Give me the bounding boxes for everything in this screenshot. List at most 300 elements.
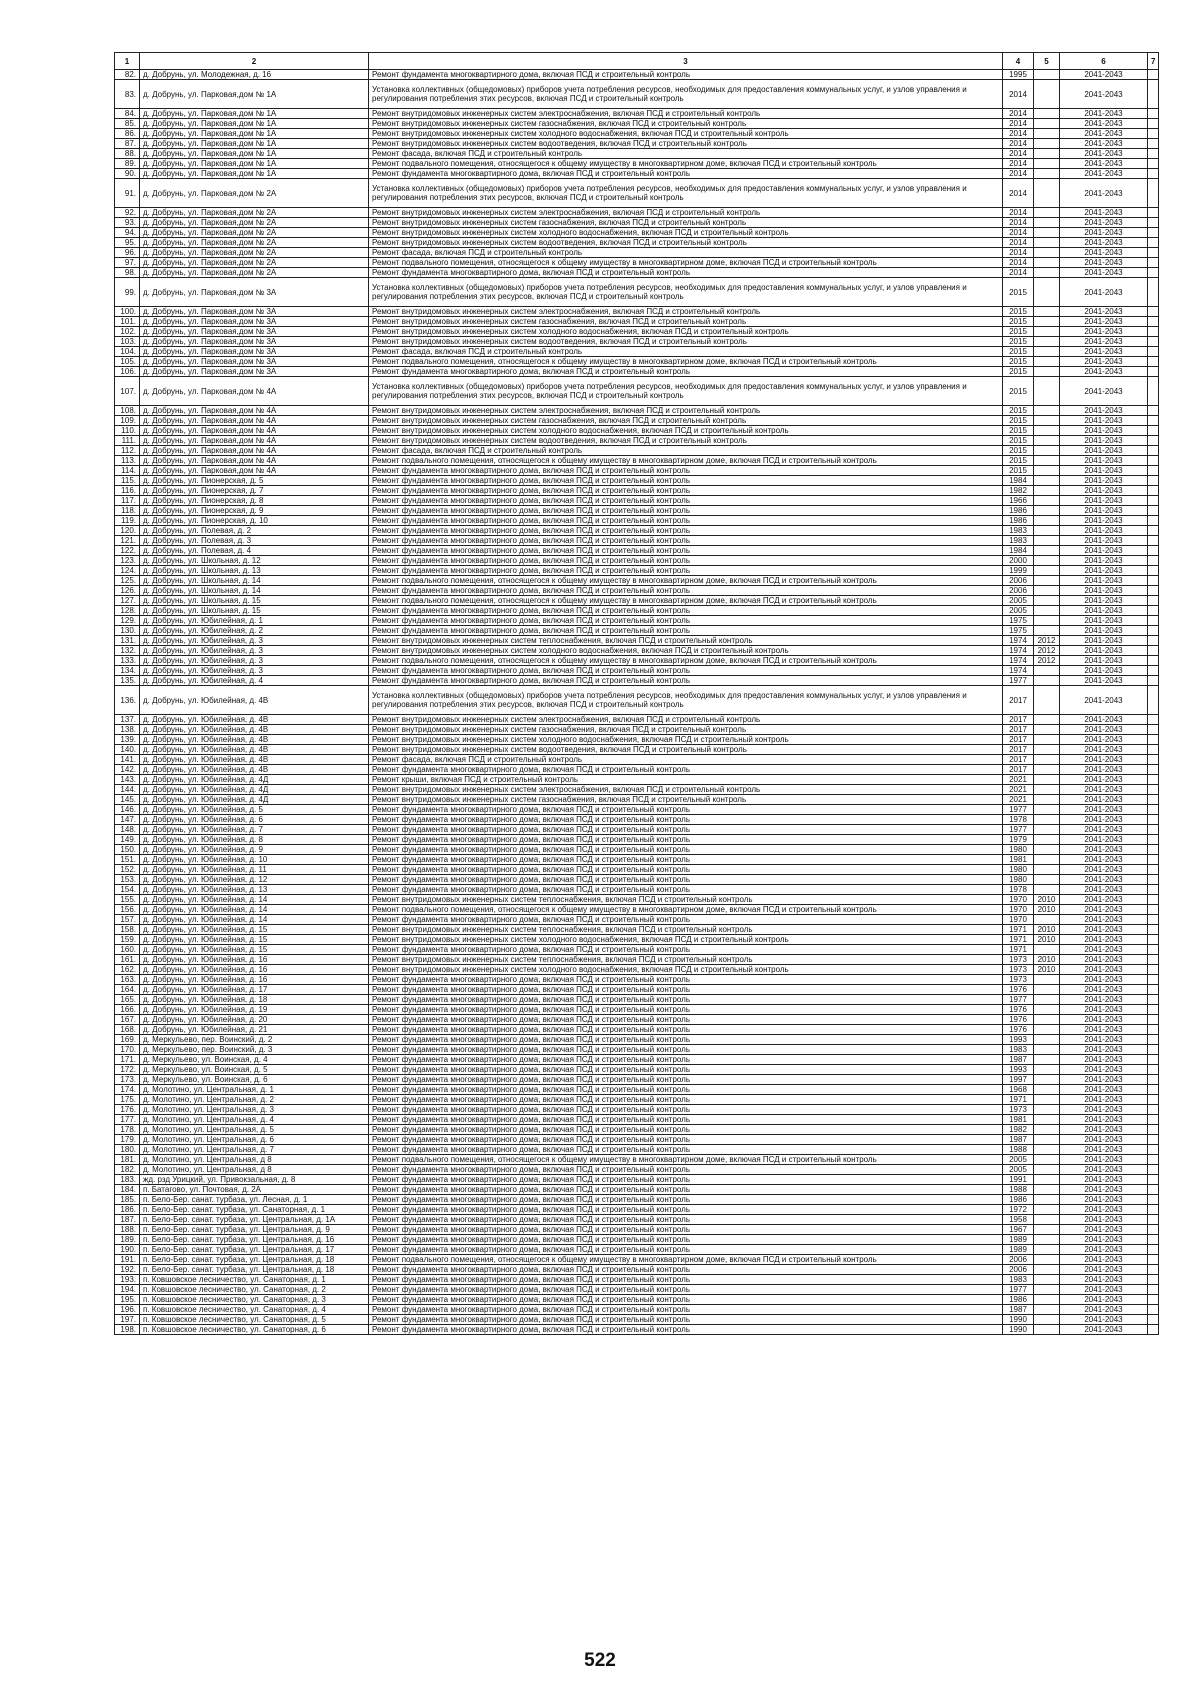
extra-cell (1148, 815, 1159, 825)
extra-cell (1148, 476, 1159, 486)
planned-period-cell: 2041-2043 (1060, 268, 1148, 278)
extra-cell (1148, 1295, 1159, 1305)
build-year-cell: 1976 (1003, 1005, 1034, 1015)
address-cell: д. Добрунь, ул. Юбилейная, д. 15 (140, 925, 369, 935)
row-number: 150. (115, 845, 140, 855)
row-number: 161. (115, 955, 140, 965)
build-year-cell: 2014 (1003, 228, 1034, 238)
address-cell: д. Добрунь, ул. Парковая,дом № 3А (140, 278, 369, 307)
address-cell: д. Добрунь, ул. Юбилейная, д. 4В (140, 755, 369, 765)
row-number: 98. (115, 268, 140, 278)
address-cell: д. Добрунь, ул. Юбилейная, д. 20 (140, 1015, 369, 1025)
last-repair-year-cell (1034, 1105, 1060, 1115)
build-year-cell: 2014 (1003, 139, 1034, 149)
last-repair-year-cell (1034, 228, 1060, 238)
build-year-cell: 1984 (1003, 476, 1034, 486)
work-type-cell: Установка коллективных (общедомовых) приборов учета потребления ресурсов, необходимых для предоставления коммунальных услуг, и узлов управления и регулирования потребления этих ресурсов, включая ПСД и строительный контроль (369, 278, 1003, 307)
planned-period-cell: 2041-2043 (1060, 1165, 1148, 1175)
row-number: 132. (115, 646, 140, 656)
extra-cell (1148, 775, 1159, 785)
table-row (115, 446, 1159, 456)
last-repair-year-cell (1034, 686, 1060, 715)
build-year-cell: 1971 (1003, 945, 1034, 955)
table-row (115, 1165, 1159, 1175)
last-repair-year-cell (1034, 1025, 1060, 1035)
planned-period-cell: 2041-2043 (1060, 546, 1148, 556)
build-year-cell: 2015 (1003, 466, 1034, 476)
row-number: 129. (115, 616, 140, 626)
build-year-cell: 1977 (1003, 805, 1034, 815)
address-cell: д. Добрунь, ул. Парковая,дом № 2А (140, 238, 369, 248)
extra-cell (1148, 268, 1159, 278)
table-row (115, 995, 1159, 1005)
address-cell: д. Добрунь, ул. Парковая,дом № 4А (140, 416, 369, 426)
work-type-cell: Ремонт внутридомовых инженерных систем холодного водоснабжения, включая ПСД и строительный контроль (369, 426, 1003, 436)
work-type-cell: Ремонт фундамента многоквартирного дома, включая ПСД и строительный контроль (369, 1145, 1003, 1155)
planned-period-cell: 2041-2043 (1060, 506, 1148, 516)
work-type-cell: Ремонт внутридомовых инженерных систем теплоснабжения, включая ПСД и строительный контроль (369, 895, 1003, 905)
row-number: 91. (115, 179, 140, 208)
planned-period-cell: 2041-2043 (1060, 208, 1148, 218)
address-cell: д. Добрунь, ул. Юбилейная, д. 4В (140, 686, 369, 715)
build-year-cell: 2015 (1003, 337, 1034, 347)
build-year-cell: 2005 (1003, 596, 1034, 606)
address-cell: д. Добрунь, ул. Парковая,дом № 1А (140, 149, 369, 159)
last-repair-year-cell (1034, 815, 1060, 825)
last-repair-year-cell (1034, 179, 1060, 208)
work-type-cell: Ремонт фундамента многоквартирного дома, включая ПСД и строительный контроль (369, 1235, 1003, 1245)
last-repair-year-cell (1034, 208, 1060, 218)
planned-period-cell: 2041-2043 (1060, 159, 1148, 169)
table-row (115, 307, 1159, 317)
address-cell: д. Добрунь, ул. Пионерская, д. 7 (140, 486, 369, 496)
address-cell: п. Ковшовское лесничество, ул. Санаторная, д. 4 (140, 1305, 369, 1315)
last-repair-year-cell (1034, 865, 1060, 875)
planned-period-cell: 2041-2043 (1060, 636, 1148, 646)
table-row (115, 656, 1159, 666)
extra-cell (1148, 676, 1159, 686)
row-number: 183. (115, 1175, 140, 1185)
planned-period-cell: 2041-2043 (1060, 925, 1148, 935)
table-row (115, 646, 1159, 656)
table-row (115, 278, 1159, 307)
extra-cell (1148, 307, 1159, 317)
last-repair-year-cell (1034, 536, 1060, 546)
table-row (115, 1215, 1159, 1225)
build-year-cell: 1973 (1003, 975, 1034, 985)
planned-period-cell: 2041-2043 (1060, 1075, 1148, 1085)
address-cell: жд. рзд Урицкий, ул. Привокзальная, д. 8 (140, 1175, 369, 1185)
extra-cell (1148, 1105, 1159, 1115)
build-year-cell: 2021 (1003, 795, 1034, 805)
work-type-cell: Ремонт фундамента многоквартирного дома, включая ПСД и строительный контроль (369, 1075, 1003, 1085)
build-year-cell: 1989 (1003, 1245, 1034, 1255)
work-type-cell: Ремонт фасада, включая ПСД и строительный контроль (369, 347, 1003, 357)
table-row (115, 1245, 1159, 1255)
table-row (115, 456, 1159, 466)
planned-period-cell: 2041-2043 (1060, 248, 1148, 258)
col-3-header: 3 (369, 53, 1003, 70)
extra-cell (1148, 1275, 1159, 1285)
last-repair-year-cell (1034, 416, 1060, 426)
table-row (115, 327, 1159, 337)
address-cell: д. Добрунь, ул. Юбилейная, д. 11 (140, 865, 369, 875)
address-cell: д. Добрунь, ул. Юбилейная, д. 4В (140, 735, 369, 745)
work-type-cell: Установка коллективных (общедомовых) приборов учета потребления ресурсов, необходимых для предоставления коммунальных услуг, и узлов управления и регулирования потребления этих ресурсов, включая ПСД и строительный контроль (369, 377, 1003, 406)
last-repair-year-cell (1034, 1045, 1060, 1055)
table-row (115, 109, 1159, 119)
table-row (115, 775, 1159, 785)
row-number: 122. (115, 546, 140, 556)
address-cell: д. Добрунь, ул. Юбилейная, д. 4В (140, 725, 369, 735)
build-year-cell: 1973 (1003, 965, 1034, 975)
table-row (115, 576, 1159, 586)
build-year-cell: 1976 (1003, 1015, 1034, 1025)
build-year-cell: 1983 (1003, 1045, 1034, 1055)
last-repair-year-cell (1034, 1325, 1060, 1335)
row-number: 114. (115, 466, 140, 476)
extra-cell (1148, 456, 1159, 466)
table-row (115, 1205, 1159, 1215)
row-number: 146. (115, 805, 140, 815)
extra-cell (1148, 258, 1159, 268)
build-year-cell: 2000 (1003, 556, 1034, 566)
last-repair-year-cell (1034, 486, 1060, 496)
last-repair-year-cell (1034, 1195, 1060, 1205)
work-type-cell: Ремонт фундамента многоквартирного дома, включая ПСД и строительный контроль (369, 1085, 1003, 1095)
last-repair-year-cell (1034, 805, 1060, 815)
row-number: 116. (115, 486, 140, 496)
planned-period-cell: 2041-2043 (1060, 1245, 1148, 1255)
address-cell: д. Добрунь, ул. Парковая,дом № 3А (140, 337, 369, 347)
work-type-cell: Ремонт фундамента многоквартирного дома, включая ПСД и строительный контроль (369, 1325, 1003, 1335)
last-repair-year-cell (1034, 357, 1060, 367)
col-6-header: 6 (1060, 53, 1148, 70)
work-type-cell: Ремонт фундамента многоквартирного дома, включая ПСД и строительный контроль (369, 1015, 1003, 1025)
last-repair-year-cell (1034, 676, 1060, 686)
build-year-cell: 2014 (1003, 80, 1034, 109)
build-year-cell: 1980 (1003, 845, 1034, 855)
work-type-cell: Ремонт внутридомовых инженерных систем электроснабжения, включая ПСД и строительный контроль (369, 109, 1003, 119)
extra-cell (1148, 426, 1159, 436)
build-year-cell: 1989 (1003, 1235, 1034, 1245)
planned-period-cell: 2041-2043 (1060, 975, 1148, 985)
row-number: 131. (115, 636, 140, 646)
last-repair-year-cell (1034, 367, 1060, 377)
extra-cell (1148, 955, 1159, 965)
last-repair-year-cell: 2010 (1034, 895, 1060, 905)
planned-period-cell: 2041-2043 (1060, 119, 1148, 129)
last-repair-year-cell (1034, 526, 1060, 536)
table-row (115, 666, 1159, 676)
build-year-cell: 2015 (1003, 436, 1034, 446)
extra-cell (1148, 179, 1159, 208)
work-type-cell: Ремонт внутридомовых инженерных систем водоотведения, включая ПСД и строительный контроль (369, 436, 1003, 446)
work-type-cell: Ремонт внутридомовых инженерных систем электроснабжения, включая ПСД и строительный контроль (369, 406, 1003, 416)
row-number: 157. (115, 915, 140, 925)
planned-period-cell: 2041-2043 (1060, 337, 1148, 347)
build-year-cell: 2014 (1003, 169, 1034, 179)
table-row (115, 596, 1159, 606)
table-row (115, 1095, 1159, 1105)
last-repair-year-cell (1034, 556, 1060, 566)
work-type-cell: Ремонт внутридомовых инженерных систем газоснабжения, включая ПСД и строительный контроль (369, 416, 1003, 426)
planned-period-cell: 2041-2043 (1060, 278, 1148, 307)
work-type-cell: Ремонт фундамента многоквартирного дома, включая ПСД и строительный контроль (369, 1115, 1003, 1125)
address-cell: д. Добрунь, ул. Парковая,дом № 1А (140, 139, 369, 149)
build-year-cell: 1968 (1003, 1085, 1034, 1095)
address-cell: д. Добрунь, ул. Юбилейная, д. 5 (140, 805, 369, 815)
last-repair-year-cell (1034, 825, 1060, 835)
last-repair-year-cell (1034, 1065, 1060, 1075)
address-cell: д. Добрунь, ул. Юбилейная, д. 16 (140, 955, 369, 965)
address-cell: д. Добрунь, ул. Юбилейная, д. 18 (140, 995, 369, 1005)
extra-cell (1148, 586, 1159, 596)
last-repair-year-cell (1034, 1115, 1060, 1125)
table-body (115, 70, 1159, 1335)
build-year-cell: 1983 (1003, 1275, 1034, 1285)
planned-period-cell: 2041-2043 (1060, 1175, 1148, 1185)
row-number: 171. (115, 1055, 140, 1065)
extra-cell (1148, 755, 1159, 765)
build-year-cell: 1986 (1003, 516, 1034, 526)
last-repair-year-cell (1034, 1175, 1060, 1185)
row-number: 111. (115, 436, 140, 446)
row-number: 102. (115, 327, 140, 337)
address-cell: п. Бело-Бер. санат. турбаза, ул. Центральная, д. 9 (140, 1225, 369, 1235)
address-cell: п. Бело-Бер. санат. турбаза, ул. Центральная, д. 17 (140, 1245, 369, 1255)
planned-period-cell: 2041-2043 (1060, 995, 1148, 1005)
work-type-cell: Ремонт фундамента многоквартирного дома, включая ПСД и строительный контроль (369, 506, 1003, 516)
build-year-cell: 1990 (1003, 1315, 1034, 1325)
build-year-cell: 2017 (1003, 735, 1034, 745)
address-cell: п. Ковшовское лесничество, ул. Санаторная, д. 2 (140, 1285, 369, 1295)
table-row (115, 1275, 1159, 1285)
extra-cell (1148, 1125, 1159, 1135)
address-cell: п. Батагово, ул. Почтовая, д. 2А (140, 1185, 369, 1195)
table-row (115, 626, 1159, 636)
address-cell: д. Добрунь, ул. Парковая,дом № 4А (140, 426, 369, 436)
build-year-cell: 2014 (1003, 268, 1034, 278)
planned-period-cell: 2041-2043 (1060, 656, 1148, 666)
address-cell: д. Добрунь, ул. Юбилейная, д. 14 (140, 905, 369, 915)
work-type-cell: Ремонт фундамента многоквартирного дома, включая ПСД и строительный контроль (369, 1135, 1003, 1145)
address-cell: д. Меркульево, пер. Воинский, д. 3 (140, 1045, 369, 1055)
extra-cell (1148, 1235, 1159, 1245)
address-cell: д. Добрунь, ул. Парковая,дом № 3А (140, 347, 369, 357)
planned-period-cell: 2041-2043 (1060, 1135, 1148, 1145)
planned-period-cell: 2041-2043 (1060, 456, 1148, 466)
last-repair-year-cell (1034, 1155, 1060, 1165)
extra-cell (1148, 1145, 1159, 1155)
work-type-cell: Ремонт фундамента многоквартирного дома, включая ПСД и строительный контроль (369, 1035, 1003, 1045)
extra-cell (1148, 1315, 1159, 1325)
build-year-cell: 2021 (1003, 775, 1034, 785)
address-cell: д. Добрунь, ул. Юбилейная, д. 7 (140, 825, 369, 835)
planned-period-cell: 2041-2043 (1060, 169, 1148, 179)
planned-period-cell: 2041-2043 (1060, 1235, 1148, 1245)
work-type-cell: Ремонт фасада, включая ПСД и строительный контроль (369, 248, 1003, 258)
last-repair-year-cell (1034, 945, 1060, 955)
build-year-cell: 2015 (1003, 446, 1034, 456)
build-year-cell: 1986 (1003, 1295, 1034, 1305)
last-repair-year-cell (1034, 566, 1060, 576)
address-cell: д. Добрунь, ул. Юбилейная, д. 15 (140, 945, 369, 955)
last-repair-year-cell (1034, 466, 1060, 476)
row-number: 106. (115, 367, 140, 377)
extra-cell (1148, 496, 1159, 506)
row-number: 126. (115, 586, 140, 596)
build-year-cell: 2014 (1003, 179, 1034, 208)
last-repair-year-cell: 2010 (1034, 905, 1060, 915)
planned-period-cell: 2041-2043 (1060, 905, 1148, 915)
table-row (115, 1075, 1159, 1085)
build-year-cell: 2014 (1003, 248, 1034, 258)
table-row (115, 725, 1159, 735)
row-number: 96. (115, 248, 140, 258)
address-cell: д. Добрунь, ул. Парковая,дом № 2А (140, 258, 369, 268)
extra-cell (1148, 1035, 1159, 1045)
last-repair-year-cell (1034, 1085, 1060, 1095)
table-row (115, 406, 1159, 416)
build-year-cell: 1970 (1003, 915, 1034, 925)
last-repair-year-cell (1034, 248, 1060, 258)
build-year-cell: 1958 (1003, 1215, 1034, 1225)
table-row (115, 925, 1159, 935)
planned-period-cell: 2041-2043 (1060, 725, 1148, 735)
row-number: 196. (115, 1305, 140, 1315)
address-cell: п. Ковшовское лесничество, ул. Санаторная, д. 1 (140, 1275, 369, 1285)
work-type-cell: Ремонт внутридомовых инженерных систем газоснабжения, включая ПСД и строительный контроль (369, 218, 1003, 228)
planned-period-cell: 2041-2043 (1060, 1325, 1148, 1335)
extra-cell (1148, 735, 1159, 745)
last-repair-year-cell (1034, 1215, 1060, 1225)
planned-period-cell: 2041-2043 (1060, 985, 1148, 995)
build-year-cell: 1987 (1003, 1135, 1034, 1145)
extra-cell (1148, 406, 1159, 416)
last-repair-year-cell (1034, 1145, 1060, 1155)
last-repair-year-cell (1034, 278, 1060, 307)
last-repair-year-cell: 2010 (1034, 935, 1060, 945)
row-number: 147. (115, 815, 140, 825)
row-number: 128. (115, 606, 140, 616)
last-repair-year-cell (1034, 1095, 1060, 1105)
row-number: 140. (115, 745, 140, 755)
address-cell: д. Добрунь, ул. Парковая,дом № 2А (140, 268, 369, 278)
planned-period-cell: 2041-2043 (1060, 945, 1148, 955)
address-cell: д. Добрунь, ул. Парковая,дом № 1А (140, 109, 369, 119)
build-year-cell: 1975 (1003, 626, 1034, 636)
planned-period-cell: 2041-2043 (1060, 218, 1148, 228)
row-number: 138. (115, 725, 140, 735)
row-number: 187. (115, 1215, 140, 1225)
build-year-cell: 2015 (1003, 317, 1034, 327)
table-row (115, 955, 1159, 965)
planned-period-cell: 2041-2043 (1060, 238, 1148, 248)
extra-cell (1148, 975, 1159, 985)
last-repair-year-cell (1034, 169, 1060, 179)
build-year-cell: 2014 (1003, 129, 1034, 139)
extra-cell (1148, 895, 1159, 905)
planned-period-cell: 2041-2043 (1060, 715, 1148, 725)
row-number: 168. (115, 1025, 140, 1035)
extra-cell (1148, 596, 1159, 606)
extra-cell (1148, 1085, 1159, 1095)
planned-period-cell: 2041-2043 (1060, 526, 1148, 536)
last-repair-year-cell (1034, 606, 1060, 616)
last-repair-year-cell (1034, 337, 1060, 347)
build-year-cell: 2017 (1003, 755, 1034, 765)
planned-period-cell: 2041-2043 (1060, 805, 1148, 815)
row-number: 193. (115, 1275, 140, 1285)
row-number: 94. (115, 228, 140, 238)
table-row (115, 1155, 1159, 1165)
work-type-cell: Ремонт фундамента многоквартирного дома, включая ПСД и строительный контроль (369, 825, 1003, 835)
build-year-cell: 1978 (1003, 815, 1034, 825)
extra-cell (1148, 765, 1159, 775)
work-type-cell: Ремонт фундамента многоквартирного дома, включая ПСД и строительный контроль (369, 875, 1003, 885)
last-repair-year-cell: 2012 (1034, 646, 1060, 656)
extra-cell (1148, 855, 1159, 865)
build-year-cell: 1972 (1003, 1205, 1034, 1215)
table-row (115, 1195, 1159, 1205)
work-type-cell: Ремонт внутридомовых инженерных систем холодного водоснабжения, включая ПСД и строительный контроль (369, 228, 1003, 238)
planned-period-cell: 2041-2043 (1060, 1225, 1148, 1235)
last-repair-year-cell (1034, 149, 1060, 159)
extra-cell (1148, 149, 1159, 159)
build-year-cell: 1971 (1003, 925, 1034, 935)
work-type-cell: Ремонт внутридомовых инженерных систем электроснабжения, включая ПСД и строительный контроль (369, 208, 1003, 218)
build-year-cell: 1977 (1003, 825, 1034, 835)
row-number: 160. (115, 945, 140, 955)
work-type-cell: Ремонт фундамента многоквартирного дома, включая ПСД и строительный контроль (369, 995, 1003, 1005)
last-repair-year-cell (1034, 317, 1060, 327)
row-number: 197. (115, 1315, 140, 1325)
last-repair-year-cell (1034, 596, 1060, 606)
row-number: 133. (115, 656, 140, 666)
planned-period-cell: 2041-2043 (1060, 1215, 1148, 1225)
build-year-cell: 2014 (1003, 159, 1034, 169)
address-cell: д. Добрунь, ул. Школьная, д. 15 (140, 596, 369, 606)
address-cell: д. Добрунь, ул. Юбилейная, д. 6 (140, 815, 369, 825)
row-number: 145. (115, 795, 140, 805)
row-number: 144. (115, 785, 140, 795)
build-year-cell: 1986 (1003, 506, 1034, 516)
table-row (115, 755, 1159, 765)
work-type-cell: Ремонт внутридомовых инженерных систем холодного водоснабжения, включая ПСД и строительный контроль (369, 646, 1003, 656)
extra-cell (1148, 377, 1159, 406)
table-row (115, 945, 1159, 955)
build-year-cell: 1987 (1003, 1305, 1034, 1315)
planned-period-cell: 2041-2043 (1060, 1055, 1148, 1065)
extra-cell (1148, 317, 1159, 327)
row-number: 190. (115, 1245, 140, 1255)
extra-cell (1148, 646, 1159, 656)
work-type-cell: Ремонт фундамента многоквартирного дома, включая ПСД и строительный контроль (369, 1055, 1003, 1065)
address-cell: д. Молотино, ул. Центральная, д. 4 (140, 1115, 369, 1125)
table-row (115, 895, 1159, 905)
planned-period-cell: 2041-2043 (1060, 606, 1148, 616)
table-row (115, 765, 1159, 775)
last-repair-year-cell (1034, 80, 1060, 109)
table-row (115, 228, 1159, 238)
row-number: 166. (115, 1005, 140, 1015)
work-type-cell: Ремонт фундамента многоквартирного дома, включая ПСД и строительный контроль (369, 915, 1003, 925)
capital-repair-table (114, 52, 1159, 1335)
address-cell: д. Добрунь, ул. Парковая,дом № 2А (140, 208, 369, 218)
work-type-cell: Ремонт внутридомовых инженерных систем газоснабжения, включая ПСД и строительный контроль (369, 317, 1003, 327)
address-cell: п. Бело-Бер. санат. турбаза, ул. Центральная, д. 18 (140, 1265, 369, 1275)
